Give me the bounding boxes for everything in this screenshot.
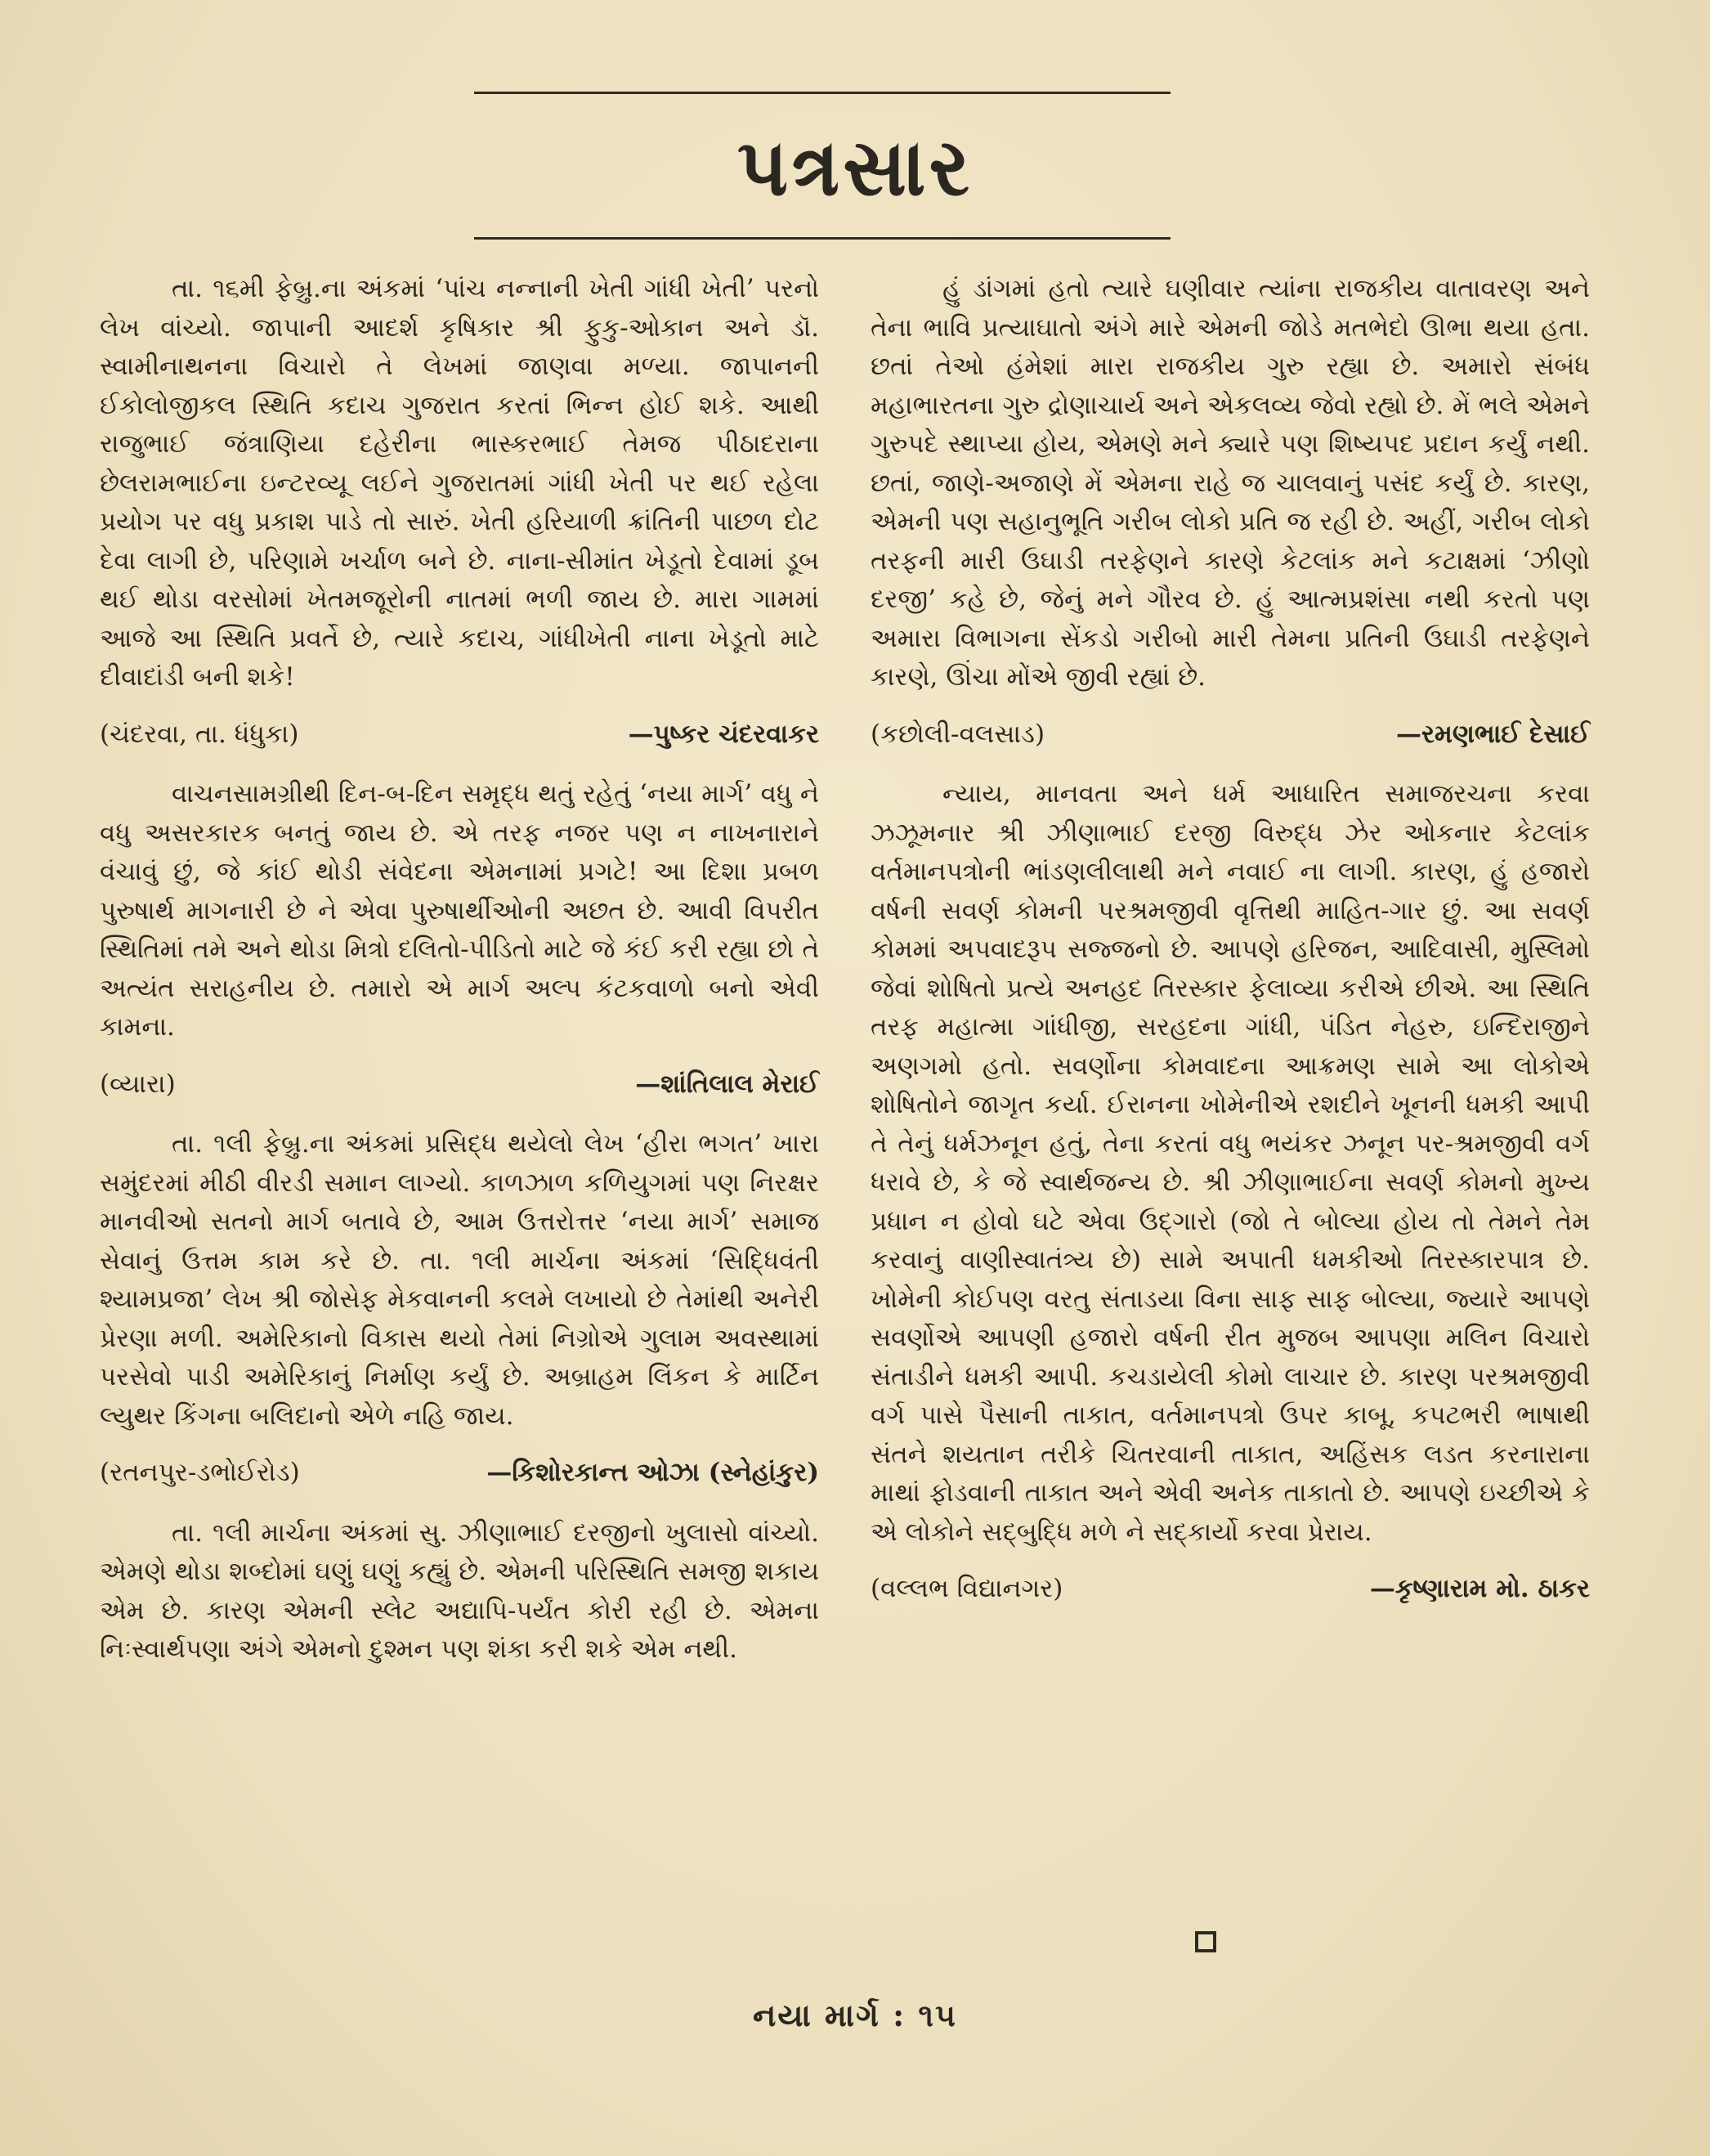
letter (100, 1125, 819, 1493)
letter-place: (ચંદરવા, તા. ધંધુકા) (100, 719, 299, 749)
masthead-top-rule (474, 92, 1171, 94)
letter-author: —રમણભાઈ દેસાઈ (1395, 719, 1590, 749)
end-of-article-square-icon (1195, 1931, 1216, 1952)
letter-signature (871, 1570, 1590, 1609)
letter-author: —શાંતિલાલ મેરાઈ (635, 1069, 819, 1099)
letter-place: (વ્યારા) (100, 1069, 176, 1099)
letter (100, 270, 819, 754)
letter-body: ન્યાય, માનવતા અને ધર્મ આધારિત સમાજરચના કરવા ઝઝૂમનાર શ્રી ઝીણાભાઈ દરજી વિરુદ્ધ ઝેર ઓકનાર કેટલાંક વર્તમાનપત્રોની ભાંડણલીલાથી મને નવાઈ ના લાગી. કારણ, હું હજારો વર્ષની સવર્ણ કોમની પરશ્રમજીવી વૃત્તિથી માહિત-ગાર છું. આ સવર્ણ કોમમાં અપવાદરૂપ સજ્જનો છે. આપણે હરિજન, આદિવાસી, મુસ્લિમો જેવાં શોષિતો પ્રત્યે અનહદ તિરસ્કાર ફેલાવ્યા કરીએ છીએ. આ સ્થિતિ તરફ મહાત્મા ગાંધીજી, સરહદના ગાંધી, પંડિત નેહરુ, ઇન્દિરાજીને અણગમો હતો. સવર્ણોના કોમવાદના આક્રમણ સામે આ લોકોએ શોષિતોને જાગૃત કર્યા. ઈરાનના ખોમેનીએ રશદીને ખૂનની ધમકી આપી તે તેનું ધર્મઝનૂન હતું, તેના કરતાં વધુ ભયંકર ઝનૂન પર-શ્રમજીવી વર્ગ ધરાવે છે, કે જે સ્વાર્થજન્ય છે. શ્રી ઝીણાભાઈના સવર્ણ કોમનો મુખ્ય પ્રધાન ન હોવો ઘટે એવા ઉદ્ગારો (જો તે બોલ્યા હોય તો તેમને તેમ કરવાનું વાણીસ્વાતંત્ર્ય છે) સામે અપાતી ધમકીઓ તિરસ્કારપાત્ર છે. ખોમેની કોઈપણ વરતુ સંતાડયા વિના સાફ સાફ બોલ્યા, જ્યારે આપણે સવર્ણોએ આપણી હજારો વર્ષની રીત મુજબ આપણા મલિન વિચારો સંતાડીને ધમકી આપી. કચડાયેલી કોમો લાચાર છે. કારણ પરશ્રમજીવી વર્ગ પાસે પૈસાની તાકાત, વર્તમાનપત્રો ઉપર કાબૂ, કપટભરી ભાષાથી સંતને શયતાન તરીકે ચિતરવાની તાકાત, અહિંસક લડત કરનારાના માથાં ફોડવાની તાકાત અને એવી અનેક તાકાતો છે. આપણે ઇચ્છીએ કે એ લોકોને સદ્બુદ્ધિ મળે ને સદ્કાર્યો કરવા પ્રેરાય. (871, 779, 1590, 1547)
page-title: પત્રસાર (736, 121, 974, 213)
page-footer: નયા માર્ગ : ૧૫ (753, 1997, 957, 2033)
letter (871, 270, 1590, 754)
letter (100, 775, 819, 1104)
letter-place: (કછોલી-વલસાડ) (871, 719, 1045, 749)
letter-author: —કિશોરકાન્ત ઓઝા (સ્નેહાંકુર) (486, 1458, 819, 1487)
right-column (871, 270, 1590, 1630)
letter-body: હું ડાંગમાં હતો ત્યારે ઘણીવાર ત્યાંના રાજકીય વાતાવરણ અને તેના ભાવિ પ્રત્યાઘાતો અંગે મારે એમની જોડે મતભેદો ઊભા થયા હતા. છતાં તેઓ હંમેશાં મારા રાજકીય ગુરુ રહ્યા છે. અમારો સંબંધ મહાભારતના ગુરુ દ્રોણાચાર્ય અને એકલવ્ય જેવો રહ્યો છે. મેં ભલે એમને ગુરુપદે સ્થાપ્યા હોય, એમણે મને ક્યારે પણ શિષ્યપદ પ્રદાન કર્યું નથી. છતાં, જાણે-અજાણે મેં એમના રાહે જ ચાલવાનું પસંદ કર્યું છે. કારણ, એમની પણ સહાનુભૂતિ ગરીબ લોકો પ્રતિ જ રહી છે. અહીં, ગરીબ લોકો તરફની મારી ઉઘાડી તરફેણને કારણે કેટલાંક મને કટાક્ષમાં ‘ઝીણો દરજી’ કહે છે, જેનું મને ગૌરવ છે. હું આત્મપ્રશંસા નથી કરતો પણ અમારા વિભાગના સેંકડો ગરીબો મારી તેમના પ્રતિની ઉઘાડી તરફેણને કારણે, ઊંચા મોંએ જીવી રહ્યાં છે. (871, 274, 1590, 692)
letter-author: —કૃષ્ણારામ મો. ઠાકર (1369, 1574, 1590, 1603)
letter-signature (100, 715, 819, 755)
letter (871, 775, 1590, 1609)
letter (100, 1514, 819, 1670)
letter-body: તા. ૧લી માર્ચના અંકમાં સુ. ઝીણાભાઈ દરજીનો ખુલાસો વાંચ્યો. એમણે થોડા શબ્દોમાં ઘણું ઘણું કહ્યું છે. એમની પરિસ્થિતિ સમજી શકાય એમ છે. કારણ એમની સ્લેટ અદ્યાપિ-પર્યંત કોરી રહી છે. એમના નિઃસ્વાર્થપણા અંગે એમનો દુશ્મન પણ શંકા કરી શકે એમ નથી. (100, 1517, 819, 1664)
letter-body: તા. ૧લી ફેબ્રુ.ના અંકમાં પ્રસિદ્ધ થયેલો લેખ ‘હીરા ભગત’ ખારા સમુંદરમાં મીઠી વીરડી સમાન લાગ્યો. કાળઝાળ કળિયુગમાં પણ નિરક્ષર માનવીઓ સતનો માર્ગ બતાવે છે, આમ ઉત્તરોત્તર ‘નયા માર્ગ’ સમાજ સેવાનું ઉત્તમ કામ કરે છે. તા. ૧લી માર્ચના અંકમાં ‘સિદ્ધિવંતી શ્યામપ્રજા’ લેખ શ્રી જોસેફ મેકવાનની કલમે લખાયો છે તેમાંથી અનેરી પ્રેરણા મળી. અમેરિકાનો વિકાસ થયો તેમાં નિગ્રોએ ગુલામ અવસ્થામાં પરસેવો પાડી અમેરિકાનું નિર્માણ કર્યું છે. અબ્રાહમ લિંકન કે માર્ટિન લ્યુથર કિંગના બલિદાનો એળે નહિ જાય. (100, 1129, 819, 1431)
letter-body: વાચનસામગ્રીથી દિન-બ-દિન સમૃદ્ધ થતું રહેતું ‘નયા માર્ગ’ વધુ ને વધુ અસરકારક બનતું જાય છે. એ તરફ નજર પણ ન નાખનારાને વંચાવું છું, જે કાંઈ થોડી સંવેદના એમનામાં પ્રગટે! આ દિશા પ્રબળ પુરુષાર્થ માગનારી છે ને એવા પુરુષાર્થીઓની અછત છે. આવી વિપરીત સ્થિતિમાં તમે અને થોડા મિત્રો દલિતો-પીડિતો માટે જે કંઈ કરી રહ્યા છો તે અત્યંત સરાહનીય છે. તમારો એ માર્ગ અલ્પ કંટકવાળો બનો એવી કામના. (100, 779, 819, 1042)
left-column (100, 270, 819, 1670)
letter-place: (વલ્લભ વિદ્યાનગર) (871, 1574, 1063, 1603)
letter-body: તા. ૧૬મી ફેબ્રુ.ના અંકમાં ‘પાંચ નન્નાની ખેતી ગાંધી ખેતી’ પરનો લેખ વાંચ્યો. જાપાની આદર્શ કૃષિકાર શ્રી ફુકુ-ઓકાન અને ડૉ. સ્વામીનાથનના વિચારો તે લેખમાં જાણવા મળ્યા. જાપાનની ઈકોલોજીકલ સ્થિતિ કદાચ ગુજરાત કરતાં ભિન્ન હોઈ શકે. આથી રાજુભાઈ જંત્રાણિયા દહેરીના ભાસ્કરભાઈ તેમજ પીઠાદરાના છેલરામભાઈના ઇન્ટરવ્યૂ લઈને ગુજરાતમાં ગાંધી ખેતી પર થઈ રહેલા પ્રયોગ પર વધુ પ્રકાશ પાડે તો સારું. ખેતી હરિયાળી ક્રાંતિની પાછળ દોટ દેવા લાગી છે, પરિણામે ખર્ચાળ બને છે. નાના-સીમાંત ખેડૂતો દેવામાં ડૂબ થઈ થોડા વરસોમાં ખેતમજૂરોની નાતમાં ભળી જાય છે. મારા ગામમાં આજે આ સ્થિતિ પ્રવર્તે છે, ત્યારે કદાચ, ગાંધીખેતી નાના ખેડૂતો માટે દીવાદાંડી બની શકે! (100, 274, 819, 692)
letter-signature (100, 1454, 819, 1493)
letter-place: (રતનપુર-ડભોઈરોડ) (100, 1458, 300, 1487)
letter-signature (871, 715, 1590, 755)
letter-author: —પુષ્કર ચંદરવાકર (628, 719, 819, 749)
letter-signature (100, 1065, 819, 1105)
masthead-bottom-rule (474, 237, 1171, 240)
